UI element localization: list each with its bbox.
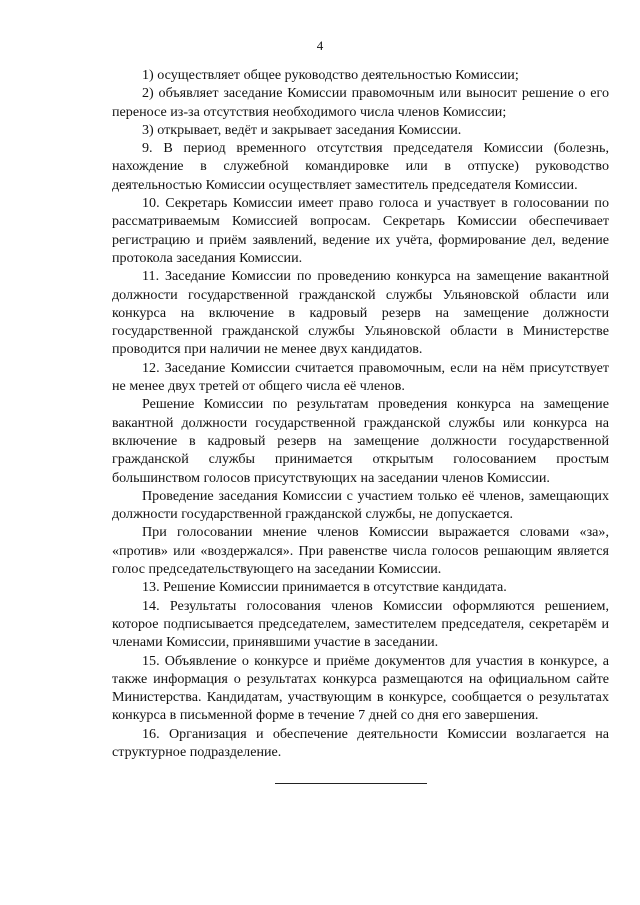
paragraph-1: 1) осуществляет общее руководство деятельностью Комиссии; [142,67,519,83]
document-body [112,66,609,761]
paragraph-13: 13. Решение Комиссии принимается в отсутствие кандидата. [142,579,507,596]
paragraph-11: 11. Заседание Комиссии по проведению конкурса на замещение вакантной должности государственной гражданской службы Ульяновской области или конкурса на включение в кадровый резерв на замещение должности государственной гражданской службы Ульяновской области в Министерстве проводится при наличии не менее двух кандидатов. [112,268,609,358]
paragraph-10: 10. Секретарь Комиссии имеет право голоса и участвует в голосовании по рассматриваемым Комиссией вопросам. Секретарь Комиссии обеспечивает регистрацию и приём заявлений, ведение их учёта, формирование дел, ведение протокола заседания Комиссии. [112,195,609,266]
page-number: 4 [316,38,324,53]
paragraph-9: 9. В период временного отсутствия председателя Комиссии (болезнь, нахождение в служебной командировке или в отпуске) руководство деятельностью Комиссии осуществляет заместитель председателя Комиссии. [112,140,609,193]
paragraph-12: 12. Заседание Комиссии считается правомочным, если на нём присутствует не менее двух третей от общего числа её членов. [112,359,609,395]
paragraph-12-members: Проведение заседания Комиссии с участием только её членов, замещающих должности государственной гражданской службы, не допускается. [112,487,609,523]
paragraph-15: 15. Объявление о конкурсе и приёме документов для участия в конкурсе, а также информация о результатах конкурса размещаются на официальном сайте Министерства. Кандидатам, участвующим в конкурсе, сообщается о результатах конкурса в письменной форме в течение 7 дней со дня его завершения. [112,652,609,724]
paragraph-12-voting: При голосовании мнение членов Комиссии выражается словами «за», «против» или «воздержался». При равенстве числа голосов решающим является голос председательствующего на заседании Комиссии. [112,524,609,578]
paragraph-14: 14. Результаты голосования членов Комиссии оформляются решением, которое подписывается председателем, заместителем председателя, секретарём и членами Комиссии, принявшими участие в заседании. [112,597,609,651]
paragraph-2: 2) объявляет заседание Комиссии правомочным или выносит решение о его переносе из-за отсутствия необходимого числа членов Комиссии; [112,85,609,120]
end-divider-line [275,783,427,784]
paragraph-12-decision: Решение Комиссии по результатам проведения конкурса на замещение вакантной должности государственной гражданской службы или конкурса на включение в кадровый резерв на замещение должности государственной гражданской службы принимается открытым голосованием простым большинством голосов присутствующих на заседании членов Комиссии. [112,396,609,486]
paragraph-3: 3) открывает, ведёт и закрывает заседания Комиссии. [142,121,462,138]
paragraph-16: 16. Организация и обеспечение деятельности Комиссии возлагается на структурное подразделение. [112,725,609,760]
